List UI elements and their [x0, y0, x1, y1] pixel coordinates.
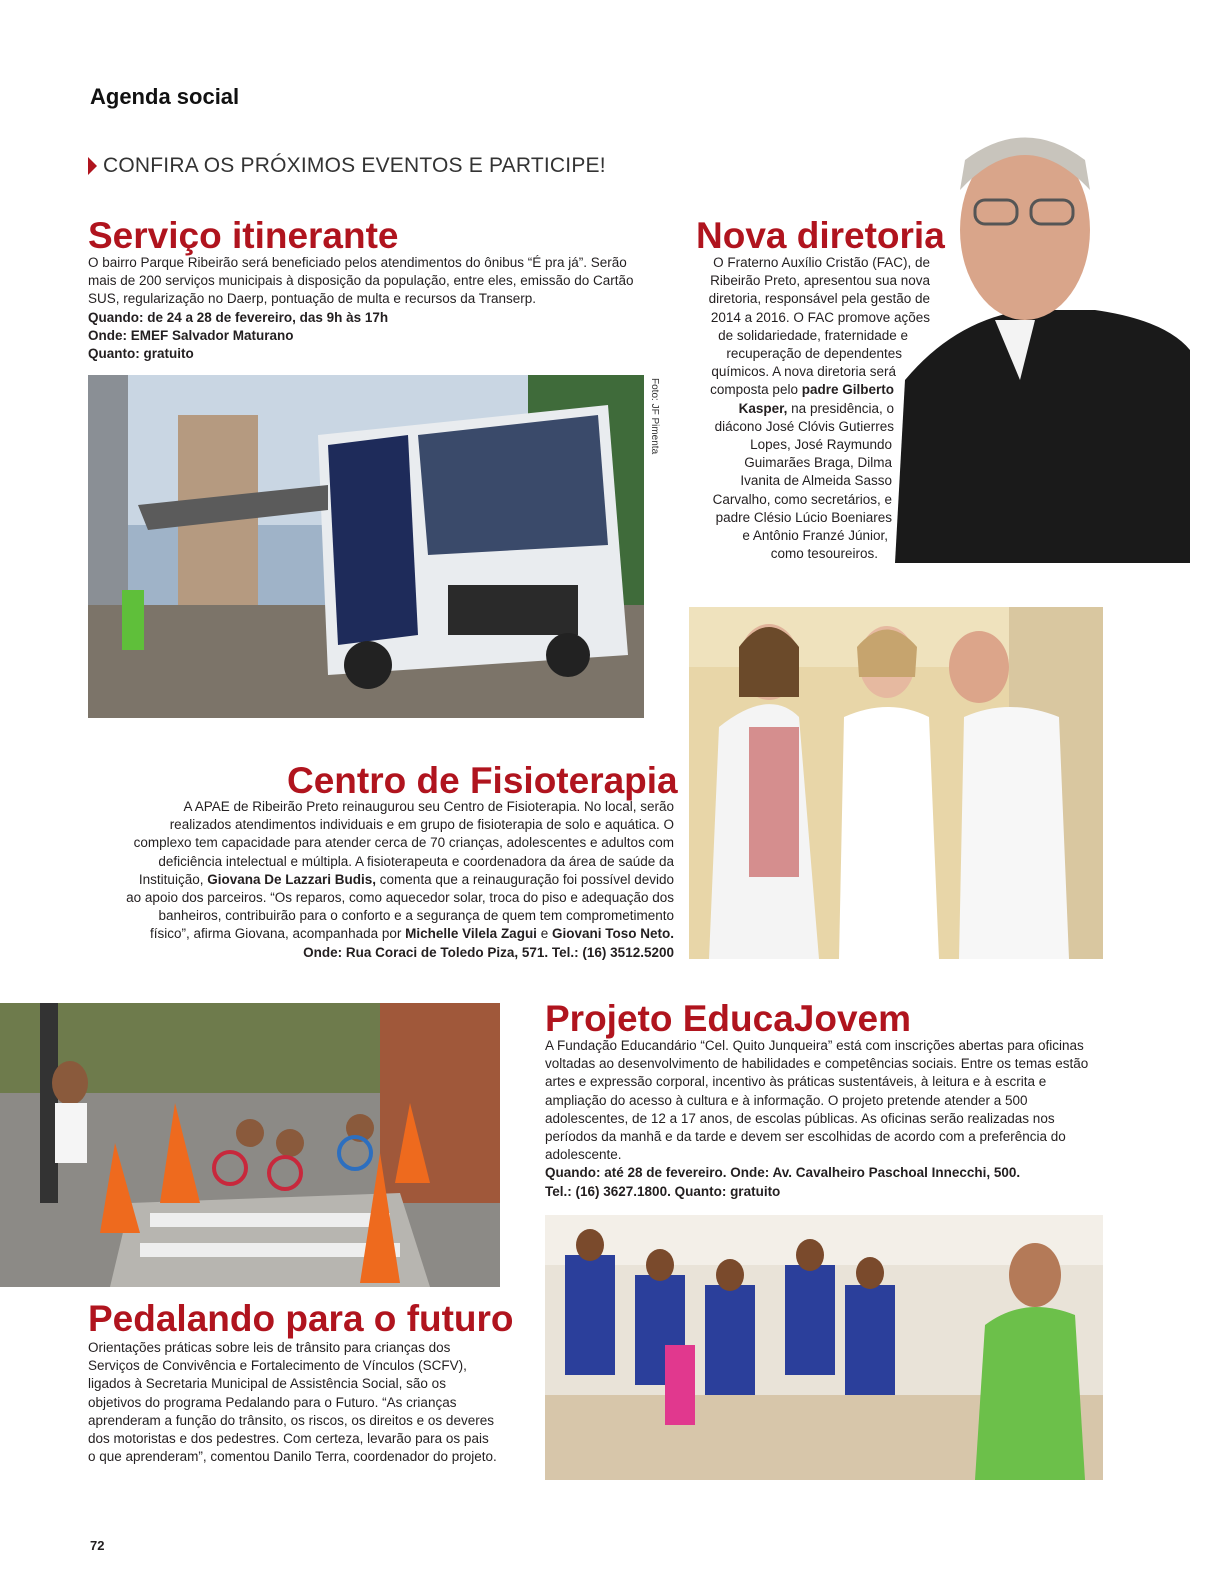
- fisioterapia-line-part: físico”, afirma Giovana, acompanhada por: [149, 926, 402, 942]
- fisioterapia-line: A APAE de Ribeirão Preto reinaugurou seu Centro de Fisioterapia. No local, serão: [183, 799, 674, 814]
- educajovem-text: A Fundação Educandário “Cel. Quito Junqueira” está com inscrições abertas para oficinas voltadas ao desenvolvimento de habilidades e competências sociais. Entre os temas estão artes e expressão corporal, incentivo às práticas sustentáveis, à leitura e à escrita e ampliação do acesso à cultura e à informação. O projeto pretende atender a 500 adolescentes, de 12 a 17 anos, de escolas públicas. As oficinas serão realizadas nos períodos da manhã e da tarde e devem ser escolhidas de acordo com a preferência do adolescente.: [545, 1038, 1089, 1163]
- fisioterapia-body: [88, 798, 674, 962]
- fisioterapia-name-highlight: Giovani Toso Neto.: [551, 926, 674, 942]
- pedalando-title: Pedalando para o futuro: [88, 1298, 514, 1339]
- diretoria-line: Lopes, José Raymundo: [750, 437, 892, 453]
- diretoria-line-part: composta pelo: [710, 382, 798, 398]
- fisioterapia-line-part: Instituição,: [138, 871, 204, 887]
- servico-body: [88, 254, 648, 363]
- fisioterapia-line: deficiência intelectual e múltipla. A fisioterapeuta e coordenadora da área de saúde da: [158, 853, 674, 869]
- diretoria-line-part: na presidência, o: [791, 400, 894, 416]
- servico-text: O bairro Parque Ribeirão será beneficiado pelos atendimentos do ônibus “É pra já”. Serão mais de 200 serviços municipais à disposição da população, entre eles, emissão do Cartão SUS, regularização no Daerp, pontuação de multa e recursos da Transerp.: [88, 255, 634, 307]
- tagline: [88, 154, 606, 178]
- diretoria-line: diretoria, responsável pela gestão de: [708, 291, 930, 307]
- diretoria-line: [640, 400, 930, 418]
- diretoria-line: [640, 381, 930, 399]
- fisioterapia-line-part: comenta que a reinauguração foi possível devido: [379, 871, 674, 887]
- fisioterapia-line: banheiros, contribuirão para o conforto e a segurança de quem tem comprometimento: [158, 908, 674, 924]
- fisioterapia-line: realizados atendimentos individuais e em grupo de fisioterapia de solo e aquática. O: [169, 817, 674, 833]
- bus-photo: [88, 375, 644, 718]
- fisioterapia-address: Onde: Rua Coraci de Toledo Piza, 571. Tel.: (16) 3512.5200: [303, 944, 674, 960]
- diretoria-title: Nova diretoria: [696, 215, 945, 256]
- diretoria-line: Ribeirão Preto, apresentou sua nova: [710, 273, 930, 289]
- physio-team-photo: [689, 607, 1103, 959]
- diretoria-line: recuperação de dependentes: [726, 346, 902, 362]
- fisioterapia-title: Centro de Fisioterapia: [287, 760, 678, 801]
- fisioterapia-line: ao apoio dos parceiros. “Os reparos, como aquecedor solar, troca do piso e adequação dos: [126, 890, 674, 906]
- diretoria-line: padre Clésio Lúcio Boeniares: [715, 509, 892, 525]
- diretoria-name-highlight: Kasper,: [738, 400, 788, 416]
- triangle-bullet-icon: [88, 157, 97, 175]
- servico-title: Serviço itinerante: [88, 215, 399, 256]
- diretoria-line: 2014 a 2016. O FAC promove ações: [710, 309, 930, 325]
- tagline-text: CONFIRA OS PRÓXIMOS EVENTOS E PARTICIPE!: [103, 154, 606, 177]
- servico-price: Quanto: gratuito: [88, 346, 194, 362]
- servico-when: Quando: de 24 a 28 de fevereiro, das 9h às 17h: [88, 309, 389, 325]
- fisioterapia-line: [88, 871, 674, 889]
- diretoria-line: e Antônio Franzé Júnior,: [742, 528, 888, 544]
- diretoria-line: Ivanita de Almeida Sasso: [740, 473, 892, 489]
- diretoria-line: como tesoureiros.: [770, 546, 878, 562]
- diretoria-line: diácono José Clóvis Gutierres: [714, 418, 894, 434]
- educajovem-body: [545, 1037, 1105, 1201]
- servico-where: Onde: EMEF Salvador Maturano: [88, 327, 294, 343]
- youth-dance-photo: [545, 1215, 1103, 1480]
- fisioterapia-line: complexo tem capacidade para atender cerca de 70 crianças, adolescentes e adultos com: [133, 835, 674, 851]
- section-label: Agenda social: [90, 84, 240, 109]
- fisioterapia-line-part: e: [540, 926, 549, 942]
- diretoria-line: químicos. A nova diretoria será: [711, 364, 896, 380]
- pedalando-body: Orientações práticas sobre leis de trânsito para crianças dos Serviços de Convivência e Fortalecimento de Vínculos (SCFV), ligados à Secretaria Municipal de Assistência Social, são os objetivos do programa Pedalando para o Futuro. “As crianças aprenderam a função do trânsito, os riscos, os direitos e os deveres dos motoristas e dos pedestres. Com certeza, levarão para os pais o que aprenderam”, comentou Danilo Terra, coordenador do projeto.: [88, 1340, 497, 1465]
- fisioterapia-name-highlight: Giovana De Lazzari Budis,: [207, 871, 377, 887]
- page-number: 72: [90, 1538, 105, 1553]
- fisioterapia-line: [88, 925, 674, 943]
- educajovem-info-1: Quando: até 28 de fevereiro. Onde: Av. Cavalheiro Paschoal Innecchi, 500.: [545, 1165, 1021, 1181]
- diretoria-line: O Fraterno Auxílio Cristão (FAC), de: [713, 255, 930, 270]
- diretoria-line: Guimarães Braga, Dilma: [744, 455, 892, 471]
- photo-credit: Foto: JF Pimenta: [649, 378, 660, 455]
- diretoria-line: Carvalho, como secretários, e: [712, 491, 892, 507]
- fisioterapia-name-highlight: Michelle Vilela Zagui: [405, 926, 537, 942]
- diretoria-name-highlight: padre Gilberto: [801, 382, 894, 398]
- portrait-photo: [895, 120, 1190, 563]
- educajovem-title: Projeto EducaJovem: [545, 998, 912, 1039]
- educajovem-info-2: Tel.: (16) 3627.1800. Quanto: gratuito: [545, 1183, 781, 1199]
- kids-bikes-photo: [0, 1003, 500, 1287]
- diretoria-line: de solidariedade, fraternidade e: [718, 327, 908, 343]
- diretoria-body: [640, 254, 930, 563]
